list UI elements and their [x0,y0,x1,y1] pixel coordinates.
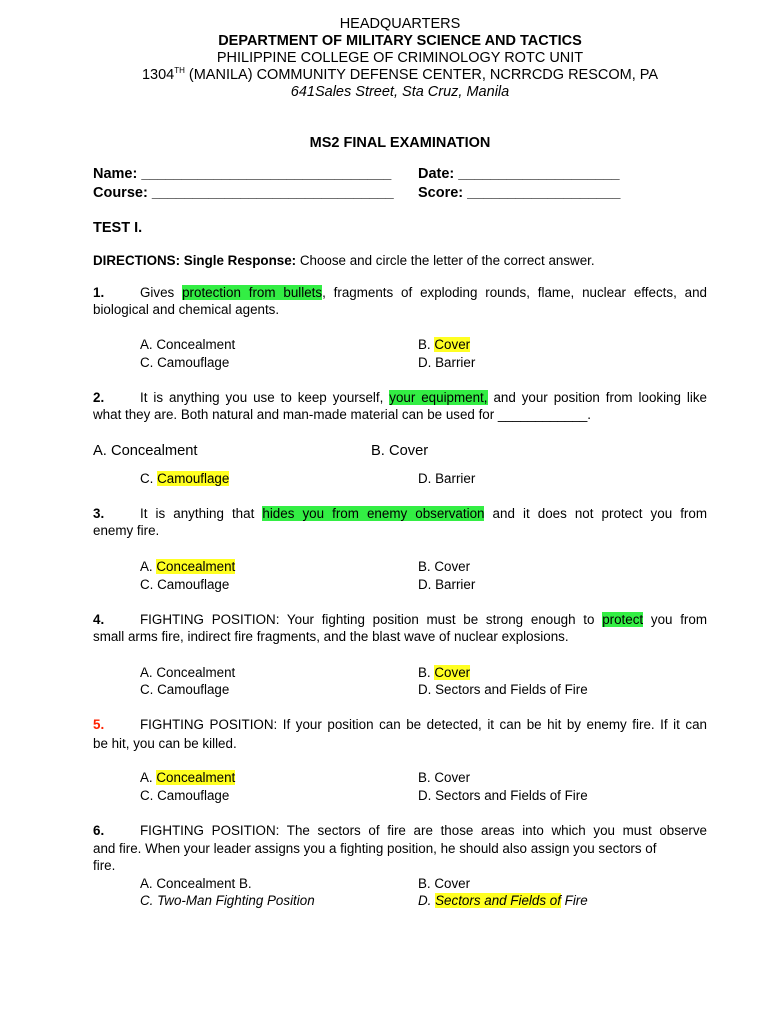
question-3-highlight: hides you from enemy observation [262,506,485,521]
question-3-line-2: enemy fire. [93,523,160,538]
question-4-line-1 [93,611,707,629]
q6-option-b[interactable]: B. Cover [418,876,471,891]
q6-option-c[interactable]: C. Two-Man Fighting Position [140,893,315,908]
test-title: TEST I. [93,220,143,236]
question-4-text-pre: FIGHTING POSITION: Your fighting position must be strong enough to [140,612,603,627]
question-4-highlight: protect [602,612,644,627]
q5-option-b[interactable]: B. Cover [418,770,471,785]
q3-option-b[interactable]: B. Cover [418,559,471,574]
q1-option-b-answer: Cover [434,337,471,352]
header-line-5: 641Sales Street, Sta Cruz, Manila [290,84,510,100]
header-line-4 [0,66,768,84]
q1-option-a[interactable]: A. Concealment [140,337,236,352]
q4-option-b[interactable] [418,664,470,682]
question-2-number: 2. [93,390,105,405]
header-line-4-number: 1304 [141,67,175,83]
q4-option-b-letter: B. [418,665,435,680]
score-field: Score: ___________________ [418,185,621,201]
q6-option-d-letter: D. [418,893,436,908]
q6-option-d[interactable] [418,892,588,910]
q4-option-c[interactable]: C. Camouflage [140,682,230,697]
question-3-number: 3. [93,506,105,521]
q3-option-a[interactable] [140,558,235,576]
q2-option-d[interactable]: D. Barrier [418,471,476,486]
exam-title: MS2 FINAL EXAMINATION [309,135,491,151]
q2-option-c-letter: C. [140,471,158,486]
question-5-number: 5. [93,717,105,732]
question-6-line-2: and fire. When your leader assigns you a fighting position, he should also assign you sectors of [93,841,657,856]
header-line-3: PHILIPPINE COLLEGE OF CRIMINOLOGY ROTC UNIT [216,50,584,66]
question-2-text-post: and your position from looking like [487,390,707,405]
q3-option-d[interactable]: D. Barrier [418,577,476,592]
question-1-line-2: biological and chemical agents. [93,302,280,317]
question-5-line-2: be hit, you can be killed. [93,736,237,751]
q3-option-a-letter: A. [140,559,157,574]
q1-option-c[interactable]: C. Camouflage [140,355,230,370]
q2-option-c[interactable] [140,470,229,488]
question-6-line-3: fire. [93,858,116,873]
q4-option-b-answer: Cover [434,665,471,680]
q2-option-c-answer: Camouflage [157,471,230,486]
q1-option-d[interactable]: D. Barrier [418,355,476,370]
q5-option-a[interactable] [140,769,235,787]
name-field: Name: _______________________________ [93,166,392,182]
q4-option-d[interactable]: D. Sectors and Fields of Fire [418,682,588,697]
question-4-text-post: you from [643,612,707,627]
header-line-4-text: (MANILA) COMMUNITY DEFENSE CENTER, NCRRCDG RESCOM, PA [184,67,659,83]
question-1-line-1 [93,284,707,302]
question-3-text-post: and it does not protect you from [484,506,707,521]
question-2-line-2: what they are. Both natural and man-made material can be used for ____________. [93,407,592,422]
question-4-number: 4. [93,612,105,627]
q5-option-a-letter: A. [140,770,157,785]
q5-option-c[interactable]: C. Camouflage [140,788,230,803]
question-5-text: FIGHTING POSITION: If your position can be detected, it can be hit by enemy fire. If it can [140,717,707,732]
directions-text: Choose and circle the letter of the correct answer. [296,253,595,268]
q1-option-b-letter: B. [418,337,435,352]
question-6-number: 6. [93,823,105,838]
header-line-4-suffix: TH [174,66,185,76]
q5-option-a-answer: Concealment [156,770,236,785]
question-3-line-1 [93,505,707,523]
course-field: Course: ______________________________ [93,185,394,201]
header-line-1: HEADQUARTERS [339,16,461,32]
question-3-text-pre: It is anything that [140,506,263,521]
question-2-line-1 [93,389,707,407]
question-6-line-1 [93,822,707,840]
q2-option-b[interactable]: B. Cover [371,443,429,459]
q2-option-a[interactable]: A. Concealment [93,443,198,459]
q4-option-a[interactable]: A. Concealment [140,665,236,680]
q6-option-a[interactable]: A. Concealment B. [140,876,252,891]
q5-option-d[interactable]: D. Sectors and Fields of Fire [418,788,588,803]
q3-option-c[interactable]: C. Camouflage [140,577,230,592]
question-1-number: 1. [93,285,105,300]
q3-option-a-answer: Concealment [156,559,236,574]
q6-option-d-rest: Fire [560,893,588,908]
question-4-line-2: small arms fire, indirect fire fragments, and the blast wave of nuclear explosions. [93,629,569,644]
question-2-text-pre: It is anything you use to keep yourself, [140,390,390,405]
question-1-highlight: protection from bullets [182,285,323,300]
question-1-text-post: , fragments of exploding rounds, flame, nuclear effects, and [322,285,707,300]
q1-option-b[interactable] [418,336,470,354]
header-line-2: DEPARTMENT OF MILITARY SCIENCE AND TACTICS [218,33,582,49]
directions [93,252,595,270]
date-field: Date: ____________________ [418,166,620,182]
question-1-text-pre: Gives [140,285,183,300]
q6-option-d-answer: Sectors and Fields of [435,893,561,908]
question-2-highlight: your equipment, [389,390,488,405]
question-5-line-1 [93,716,707,734]
directions-label: DIRECTIONS: Single Response: [93,253,297,268]
question-6-text: FIGHTING POSITION: The sectors of fire are those areas into which you must observe [140,823,707,838]
